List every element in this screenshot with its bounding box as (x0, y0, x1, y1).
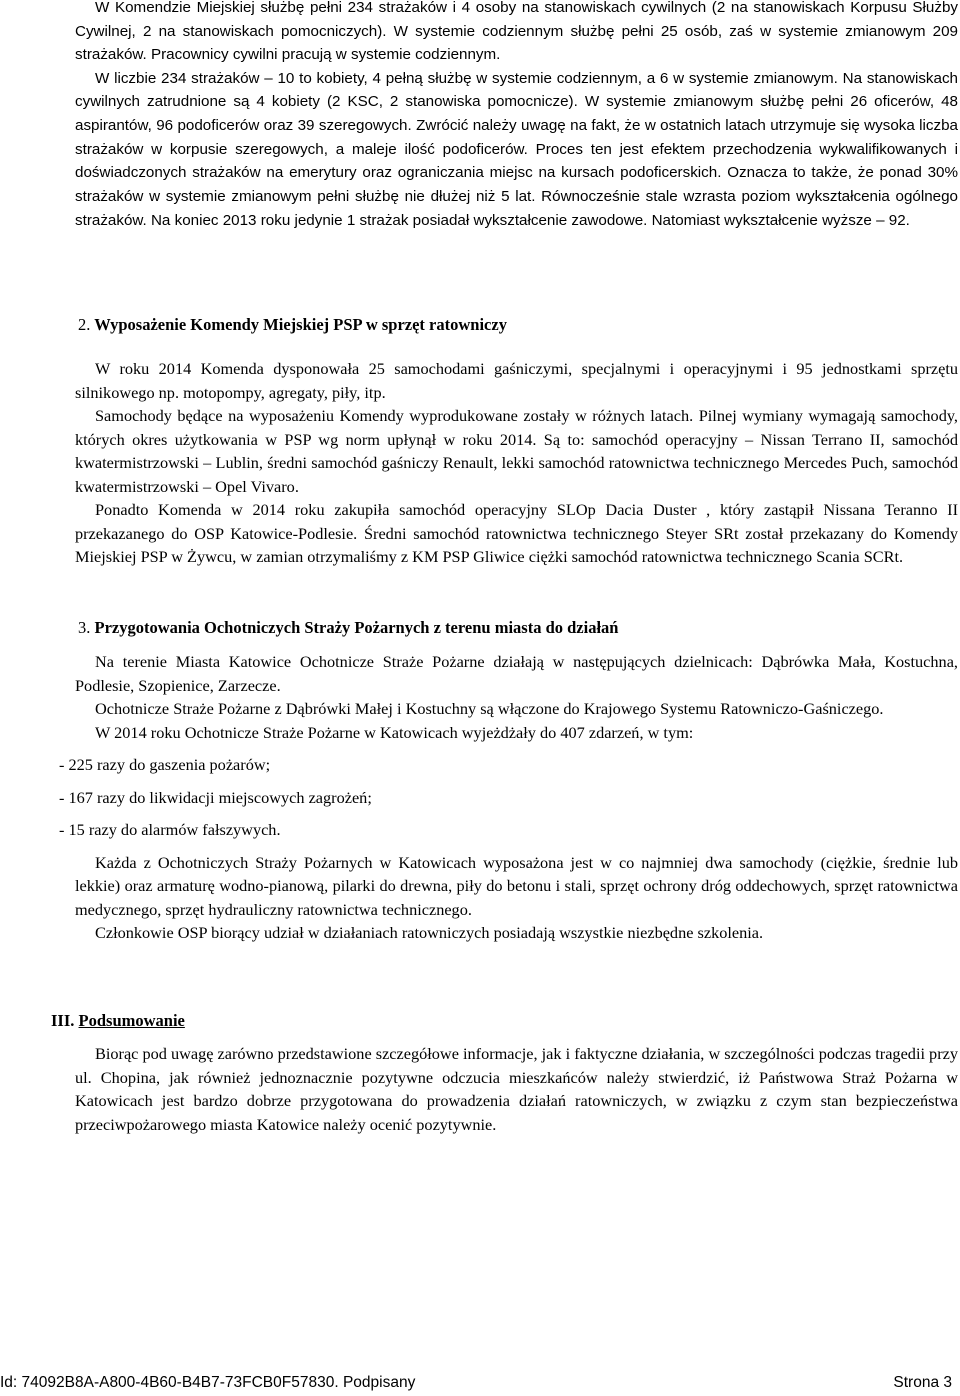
section-2-number: 2. (78, 315, 91, 334)
summary-number: III. (51, 1011, 75, 1030)
summary-body (75, 1042, 958, 1136)
section-2 (75, 313, 958, 569)
list-item: - 225 razy do gaszenia pożarów; (59, 755, 271, 774)
section-3-title: Przygotowania Ochotniczych Straży Pożarnych z terenu miasta do działań (94, 618, 619, 637)
list-item: - 167 razy do likwidacji miejscowych zagrożeń; (59, 787, 372, 807)
page-footer (0, 1374, 960, 1396)
section-3-number: 3. (78, 618, 91, 637)
page-number: Strona 3 (893, 1374, 952, 1391)
section-2-paragraph-1: W roku 2014 Komenda dysponowała 25 samochodami gaśniczymi, specjalnymi i operacyjnymi i 95 jednostkami sprzętu silnikowego np. motopompy, agregaty, piły, itp. (75, 359, 958, 402)
section-2-paragraph-2: Samochody będące na wyposażeniu Komendy wyprodukowane zostały w różnych latach. Pilnej wymiany wymagają samochody, których okres użytkowania w PSP wg norm upłynął w roku 2014. Są to: samochód operacyjny – Nissan Terrano II, samochód kwatermistrzowski – Lublin, średni samochód gaśniczy Renault, lekki samochód ratownictwa technicznego Mercedes Puch, samochód kwatermistrzowski – Opel Vivaro. (75, 406, 958, 496)
section-2-heading (75, 313, 958, 337)
section-3-paragraph-4: Każda z Ochotniczych Straży Pożarnych w Katowicach wyposażona jest w co najmniej dwa samochody (ciężkie, średnie lub lekkie) oraz armaturę wodno-pianową, pilarki do drewna, piły do betonu i stali, sprzęt ochrony dróg oddechowych, sprzęt ratownictwa medycznego, sprzęt hydrauliczny ratownictwa technicznego. (75, 852, 958, 919)
list-item: - 15 razy do alarmów fałszywych. (59, 820, 281, 839)
section-3 (59, 616, 958, 945)
section-2-title: Wyposażenie Komendy Miejskiej PSP w sprzęt ratowniczy (94, 315, 507, 334)
intro-section (75, 0, 958, 232)
section-3-paragraph-2: Ochotnicze Straże Pożarne z Dąbrówki Małej i Kostuchny są włączone do Krajowego Systemu Ratowniczo-Gaśniczego. (95, 699, 884, 718)
section-3-paragraph-1: Na terenie Miasta Katowice Ochotnicze Straże Pożarne działają w następujących dzielnicach: Dąbrówka Mała, Kostuchna, Podlesie, Szopienice, Zarzecze. (75, 652, 958, 695)
document-id: Id: 74092B8A-A800-4B60-B4B7-73FCB0F57830. Podpisany (0, 1374, 416, 1391)
intro-paragraph-2: W liczbie 234 strażaków – 10 to kobiety, 4 pełną służbę w systemie codziennym, a 6 w systemie zmianowym. Na stanowiskach cywilnych zatrudnione są 4 kobiety (2 KSC, 2 stanowiska pomocnicze). W systemie zmianowym służbę pełni 26 oficerów, 48 aspirantów, 96 podoficerów oraz 39 szeregowych. Zwrócić należy uwagę na fakt, że w ostatnich latach utrzymuje się wysoka liczba strażaków w korpusie szeregowych, a maleje ilość podoficerów. Proces ten jest efektem przechodzenia wykwalifikowanych i doświadczonych strażaków na emerytury oraz ograniczania miejsc na kursach podoficerskich. Oznacza to także, że ponad 30% strażaków w systemie zmianowym pełni służbę nie dłużej niż 5 lat. Równocześnie stale wzrasta poziom wykształcenia ogólnego strażaków. Na koniec 2013 roku jedynie 1 strażak posiadał wykształcenie zawodowe. Natomiast wykształcenie wyższe – 92. (75, 69, 958, 229)
section-2-paragraph-3: Ponadto Komenda w 2014 roku zakupiła samochód operacyjny SLOp Dacia Duster , który zastąpił Nissana Teranno II przekazanego do OSP Katowice-Podlesie. Średni samochód ratownictwa technicznego Steyer SRt został przekazany do Komendy Miejskiej PSP w Żywcu, w zamian otrzymaliśmy z KM PSP Gliwice ciężki samochód ratownictwa technicznego Scania SCRt. (75, 500, 958, 566)
intro-paragraph-1: W Komendzie Miejskiej służbę pełni 234 strażaków i 4 osoby na stanowiskach cywilnych (2 na stanowiskach Korpusu Służby Cywilnej, 2 na stanowiskach pomocniczych). W systemie codziennym służbę pełni 25 osób, zaś w systemie zmianowym 209 strażaków. Pracownicy cywilni pracują w systemie codziennym. (75, 0, 958, 63)
section-summary (51, 1009, 958, 1033)
section-3-heading (75, 616, 958, 640)
section-3-paragraph-3: W 2014 roku Ochotnicze Straże Pożarne w Katowicach wyjeżdżały do 407 zdarzeń, w tym: (95, 722, 694, 742)
summary-heading (51, 1009, 958, 1033)
summary-title: Podsumowanie (78, 1011, 185, 1030)
section-3-paragraph-5: Członkowie OSP biorący udział w działaniach ratowniczych posiadają wszystkie niezbędne szkolenia. (95, 923, 764, 942)
summary-paragraph: Biorąc pod uwagę zarówno przedstawione szczegółowe informacje, jak i faktyczne działania, w szczególności podczas tragedii przy ul. Chopina, jak również jednoznacznie pozytywne odczucia mieszkańców należy stwierdzić, iż Państwowa Straż Pożarna w Katowicach jest bardzo dobrze przygotowana do prowadzenia działań ratowniczych, w związku z czym stan bezpieczeństwa przeciwpożarowego miasta Katowice należy ocenić pozytywnie. (75, 1044, 958, 1134)
